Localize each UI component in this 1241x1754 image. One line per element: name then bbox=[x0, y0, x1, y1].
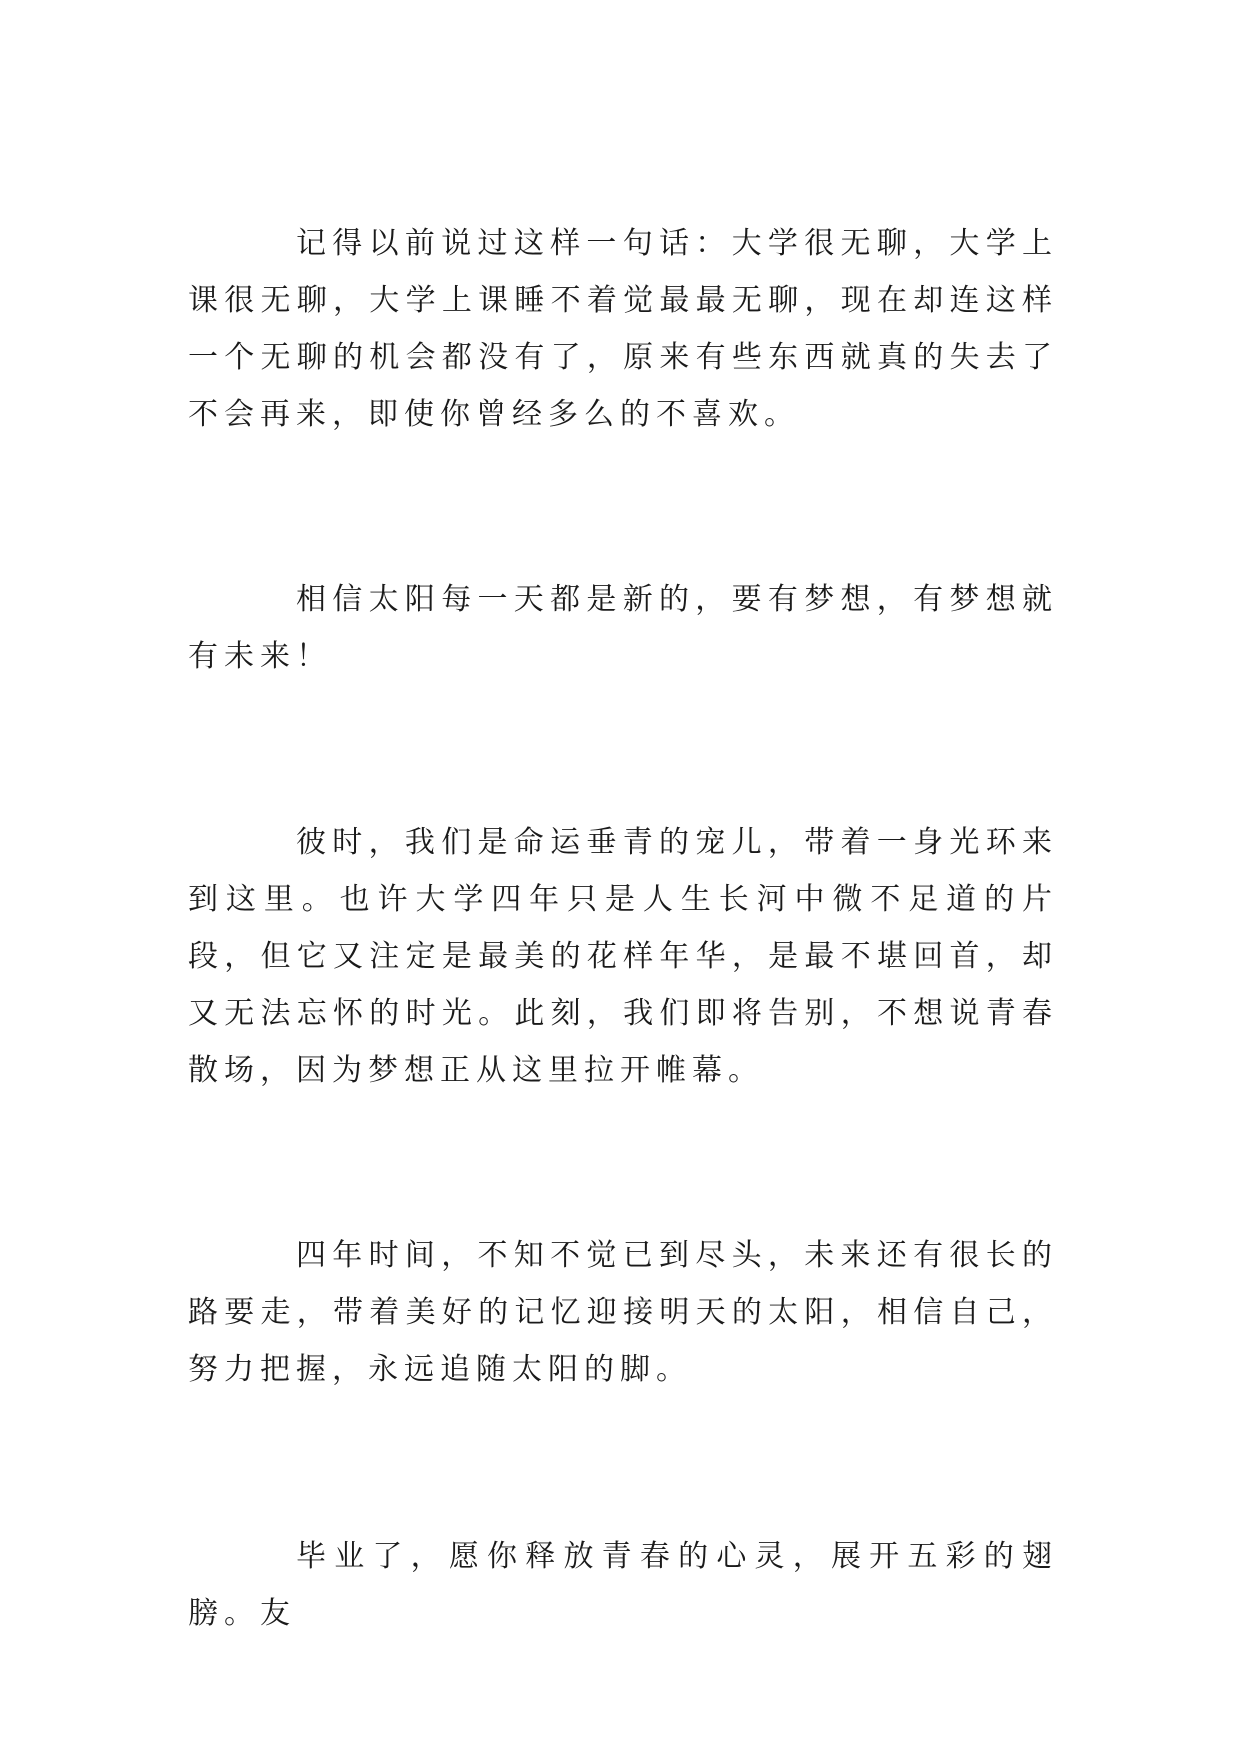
paragraph-4: 四年时间，不知不觉已到尽头，未来还有很长的路要走，带着美好的记忆迎接明天的太阳，相信自己，努力把握，永远追随太阳的脚。 bbox=[188, 1238, 1058, 1387]
paragraph-5: 毕业了，愿你释放青春的心灵，展开五彩的翅膀。友 bbox=[188, 1539, 1058, 1631]
paragraph-3: 彼时，我们是命运垂青的宠儿，带着一身光环来到这里。也许大学四年只是人生长河中微不足道的片段，但它又注定是最美的花样年华，是最不堪回首，却又无法忘怀的时光。此刻，我们即将告别，不想说青春散场，因为梦想正从这里拉开帷幕。 bbox=[188, 825, 1058, 1088]
paragraph-1: 记得以前说过这样一句话：大学很无聊，大学上课很无聊，大学上课睡不着觉最最无聊，现在却连这样一个无聊的机会都没有了，原来有些东西就真的失去了不会再来，即使你曾经多么的不喜欢。 bbox=[188, 226, 1058, 432]
document-body bbox=[188, 215, 1058, 1642]
paragraph-2: 相信太阳每一天都是新的，要有梦想，有梦想就有未来！ bbox=[188, 582, 1058, 674]
